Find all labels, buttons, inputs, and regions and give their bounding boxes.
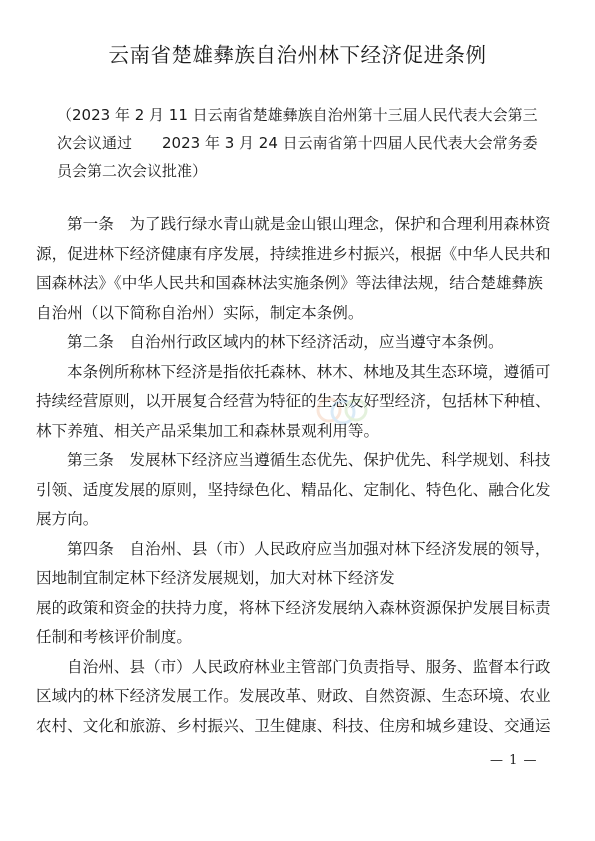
document-body xyxy=(36,210,566,741)
article-3-line: 引领、适度发展的原则，坚持绿色化、精品化、定制化、特色化、融合化发 xyxy=(36,480,551,499)
article-4-paragraph-line: 农村、文化和旅游、乡村振兴、卫生健康、科技、住房和城乡建设、交通运 xyxy=(36,716,551,735)
watermark-logo-icon xyxy=(311,390,371,436)
document-title: 云南省楚雄彝族自治州林下经济促进条例 xyxy=(108,43,487,67)
article-1-line: 国森林法》《中华人民共和国森林法实施条例》等法律法规，结合楚雄彝族 xyxy=(36,274,543,292)
article-2-paragraph-line: 持续经营原则，以开展复合经营为特征的生态友好型经济，包括林下种植、 xyxy=(36,392,551,410)
article-2-paragraph-line: 本条例所称林下经济是指依托森林、林木、林地及其生态环境，遵循可 xyxy=(67,362,551,381)
article-1-line: 自治州（以下简称自治州）实际，制定本条例。 xyxy=(36,303,364,322)
adoption-note xyxy=(57,101,557,185)
article-2-paragraph-line: 林下养殖、相关产品采集加工和森林景观利用等。 xyxy=(36,421,380,440)
article-4-paragraph-line: 区域内的林下经济发展工作。发展改革、财政、自然资源、生态环境、农业 xyxy=(36,687,551,705)
article-2-line: 第二条 自治州行政区域内的林下经济活动，应当遵守本条例。 xyxy=(67,333,504,351)
article-4-line: 第四条 自治州、县（市）人民政府应当加强对林下经济发展的领导， xyxy=(67,539,551,558)
adoption-note-line: 员会第二次会议批准） xyxy=(57,162,208,180)
page-number: — 1 — xyxy=(490,753,538,768)
article-3-line: 展方向。 xyxy=(36,510,99,528)
article-4-line: 展的政策和资金的扶持力度，将林下经济发展纳入森林资源保护发展目标责 xyxy=(36,598,551,617)
article-4-line: 任制和考核评价制度。 xyxy=(36,628,192,646)
article-4-paragraph-line: 自治州、县（市）人民政府林业主管部门负责指导、服务、监督本行政 xyxy=(67,657,551,676)
adoption-note-line: 次会议通过 2023 年 3 月 24 日云南省第十四届人民代表大会常务委 xyxy=(57,134,538,152)
article-3-line: 第三条 发展林下经济应当遵循生态优先、保护优先、科学规划、科技 xyxy=(67,451,551,469)
article-1-line: 第一条 为了践行绿水青山就是金山银山理念，保护和合理利用森林资 xyxy=(67,215,551,233)
adoption-note-line: （2023 年 2 月 11 日云南省楚雄彝族自治州第十三届人民代表大会第三 xyxy=(57,106,538,124)
article-1-line: 源，促进林下经济健康有序发展，持续推进乡村振兴，根据《中华人民共和 xyxy=(36,244,551,263)
article-4-line: 因地制宜制定林下经济发展规划，加大对林下经济发 xyxy=(36,569,395,587)
